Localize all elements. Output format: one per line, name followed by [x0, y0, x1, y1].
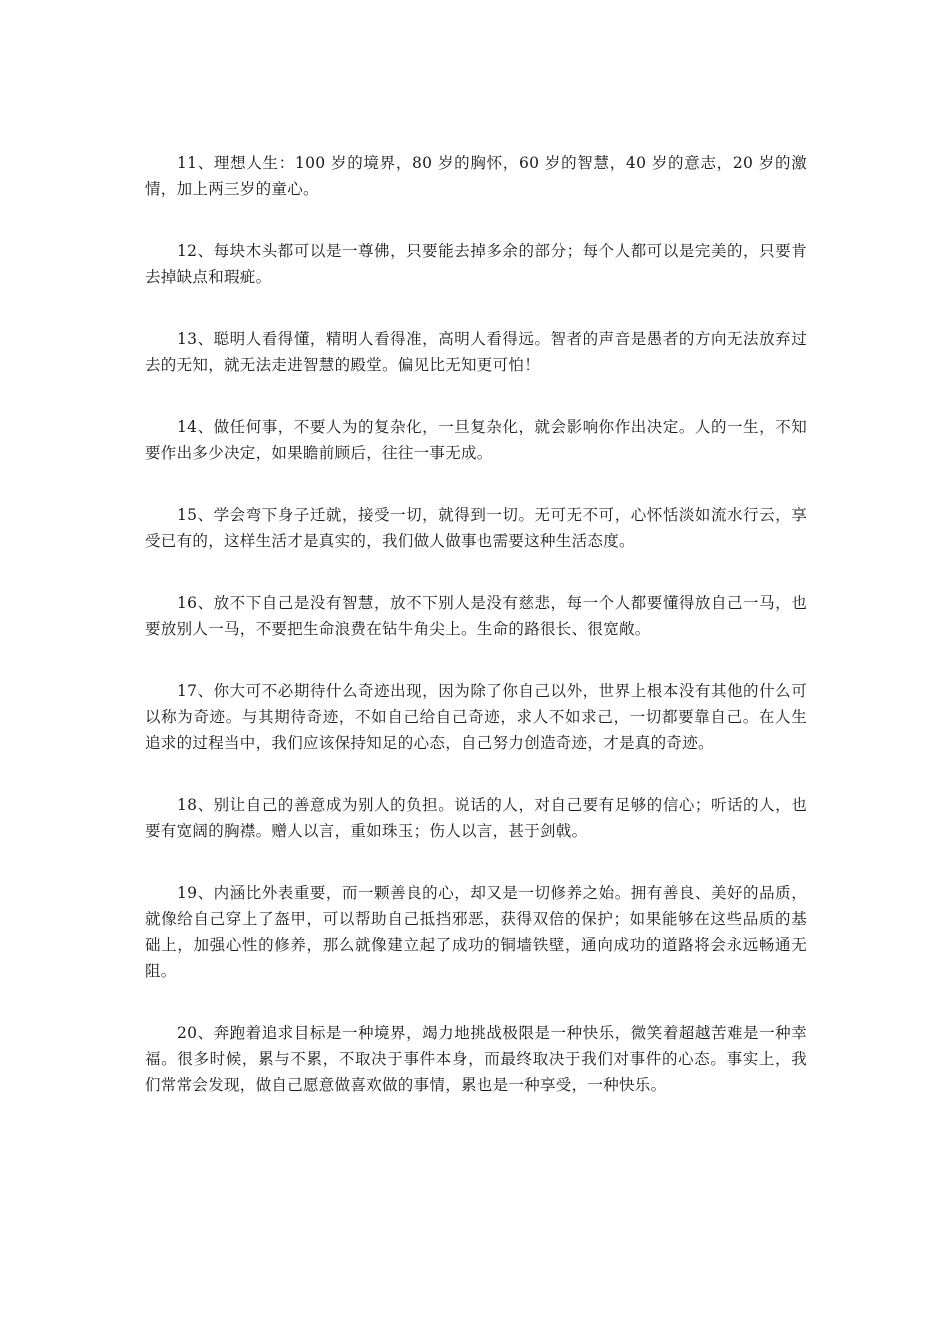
paragraph-18: 18、别让自己的善意成为别人的负担。说话的人，对自己要有足够的信心；听话的人，也要有宽阔的胸襟。赠人以言，重如珠玉；伤人以言，甚于剑戟。	[145, 796, 807, 840]
paragraph-19: 19、内涵比外表重要，而一颗善良的心，却又是一切修养之始。拥有善良、美好的品质，就像给自己穿上了盔甲，可以帮助自己抵挡邪恶，获得双倍的保护；如果能够在这些品质的基础上，加强心性的修养，那么就像建立起了成功的铜墙铁壁，通向成功的道路将会永远畅通无阻。	[145, 884, 807, 980]
paragraph-11: 11、理想人生：100 岁的境界，80 岁的胸怀，60 岁的智慧，40 岁的意志，20 岁的激情，加上两三岁的童心。	[145, 154, 807, 198]
paragraph-14: 14、做任何事，不要人为的复杂化，一旦复杂化，就会影响你作出决定。人的一生，不知要作出多少决定，如果瞻前顾后，往往一事无成。	[145, 418, 807, 462]
paragraph-17: 17、你大可不必期待什么奇迹出现，因为除了你自己以外，世界上根本没有其他的什么可以称为奇迹。与其期待奇迹，不如自己给自己奇迹，求人不如求己，一切都要靠自己。在人生追求的过程当中，我们应该保持知足的心态，自己努力创造奇迹，才是真的奇迹。	[145, 682, 807, 752]
paragraph-15: 15、学会弯下身子迁就，接受一切，就得到一切。无可无不可，心怀恬淡如流水行云，享受已有的，这样生活才是真实的，我们做人做事也需要这种生活态度。	[145, 506, 807, 550]
document-body	[145, 150, 807, 1134]
paragraph-16: 16、放不下自己是没有智慧，放不下别人是没有慈悲，每一个人都要懂得放自己一马，也要放别人一马，不要把生命浪费在钻牛角尖上。生命的路很长、很宽敞。	[145, 594, 807, 638]
paragraph-20: 20、奔跑着追求目标是一种境界，竭力地挑战极限是一种快乐，微笑着超越苦难是一种幸福。很多时候，累与不累，不取决于事件本身，而最终取决于我们对事件的心态。事实上，我们常常会发现，做自己愿意做喜欢做的事情，累也是一种享受，一种快乐。	[145, 1024, 807, 1094]
paragraph-13: 13、聪明人看得懂，精明人看得准，高明人看得远。智者的声音是愚者的方向无法放弃过去的无知，就无法走进智慧的殿堂。偏见比无知更可怕！	[145, 330, 807, 374]
paragraph-12: 12、每块木头都可以是一尊佛，只要能去掉多余的部分；每个人都可以是完美的，只要肯去掉缺点和瑕疵。	[145, 242, 807, 286]
